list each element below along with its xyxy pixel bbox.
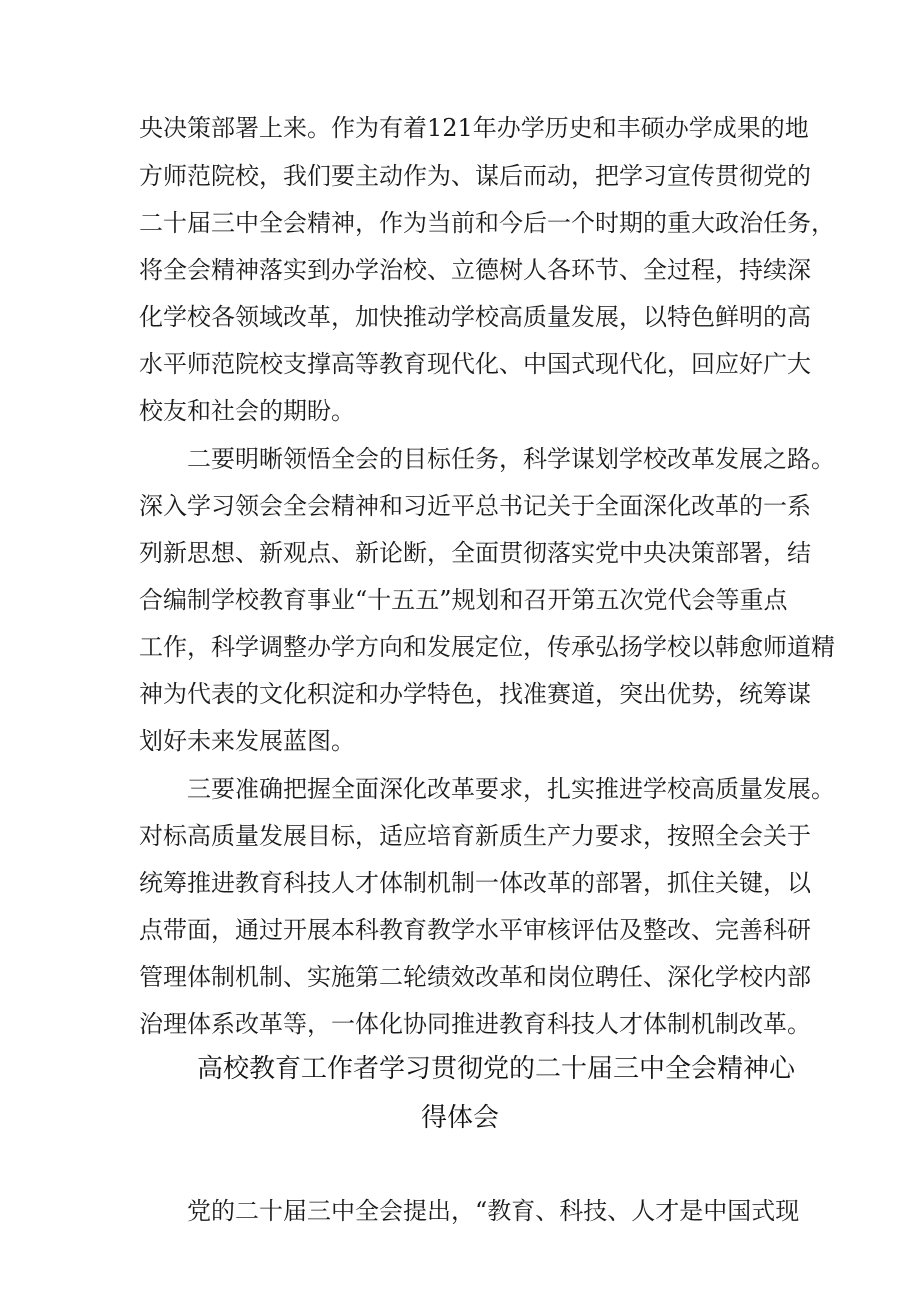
paragraph-line: 统筹推进教育科技人才体制机制一体改革的部署，抓住关键，以 <box>139 869 811 897</box>
paragraph-line: 治理体系改革等，一体化协同推进教育科技人才体制机制改革。 <box>139 1010 811 1038</box>
paragraph-line: 对标高质量发展目标，适应培育新质生产力要求，按照全会关于 <box>139 822 811 850</box>
paragraph-line: 神为代表的文化积淀和办学特色，找准赛道，突出优势，统筹谋 <box>139 680 811 708</box>
paragraph-line: 深入学习领会全会精神和习近平总书记关于全面深化改革的一系 <box>139 492 811 520</box>
paragraph-line: 划好未来发展蓝图。 <box>139 727 355 755</box>
paragraph-line: 点带面，通过开展本科教育教学水平审核评估及整改、完善科研 <box>139 916 811 944</box>
paragraph-line: 央决策部署上来。作为有着121年办学历史和丰硕办学成果的地 <box>139 114 809 142</box>
paragraph-line: 校友和社会的期盼。 <box>139 397 355 425</box>
heading-line-1: 高校教育工作者学习贯彻党的二十届三中全会精神心 <box>197 1054 796 1084</box>
paragraph-line: 列新思想、新观点、新论断，全面贯彻落实党中央决策部署，结 <box>139 539 811 567</box>
paragraph-line: 将全会精神落实到办学治校、立德树人各环节、全过程，持续深 <box>139 256 811 284</box>
paragraph-line: 水平师范院校支撑高等教育现代化、中国式现代化，回应好广大 <box>139 350 811 378</box>
paragraph-line: 党的二十届三中全会提出，“教育、科技、人才是中国式现 <box>187 1197 800 1225</box>
paragraph-line: 管理体制机制、实施第二轮绩效改革和岗位聘任、深化学校内部 <box>139 963 811 991</box>
paragraph-line: 化学校各领域改革，加快推动学校高质量发展，以特色鲜明的高 <box>139 303 811 331</box>
heading-line-2: 得体会 <box>421 1103 500 1133</box>
paragraph-line: 二要明晰领悟全会的目标任务，科学谋划学校改革发展之路。 <box>187 445 835 473</box>
paragraph-line: 二十届三中全会精神，作为当前和今后一个时期的重大政治任务， <box>139 209 835 237</box>
paragraph-line: 工作，科学调整办学方向和发展定位，传承弘扬学校以韩愈师道精 <box>139 633 835 661</box>
paragraph-line: 三要准确把握全面深化改革要求，扎实推进学校高质量发展。 <box>187 775 835 803</box>
paragraph-line: 合编制学校教育事业“十五五”规划和召开第五次党代会等重点 <box>139 586 788 614</box>
paragraph-line: 方师范院校，我们要主动作为、谋后而动，把学习宣传贯彻党的 <box>139 162 811 190</box>
